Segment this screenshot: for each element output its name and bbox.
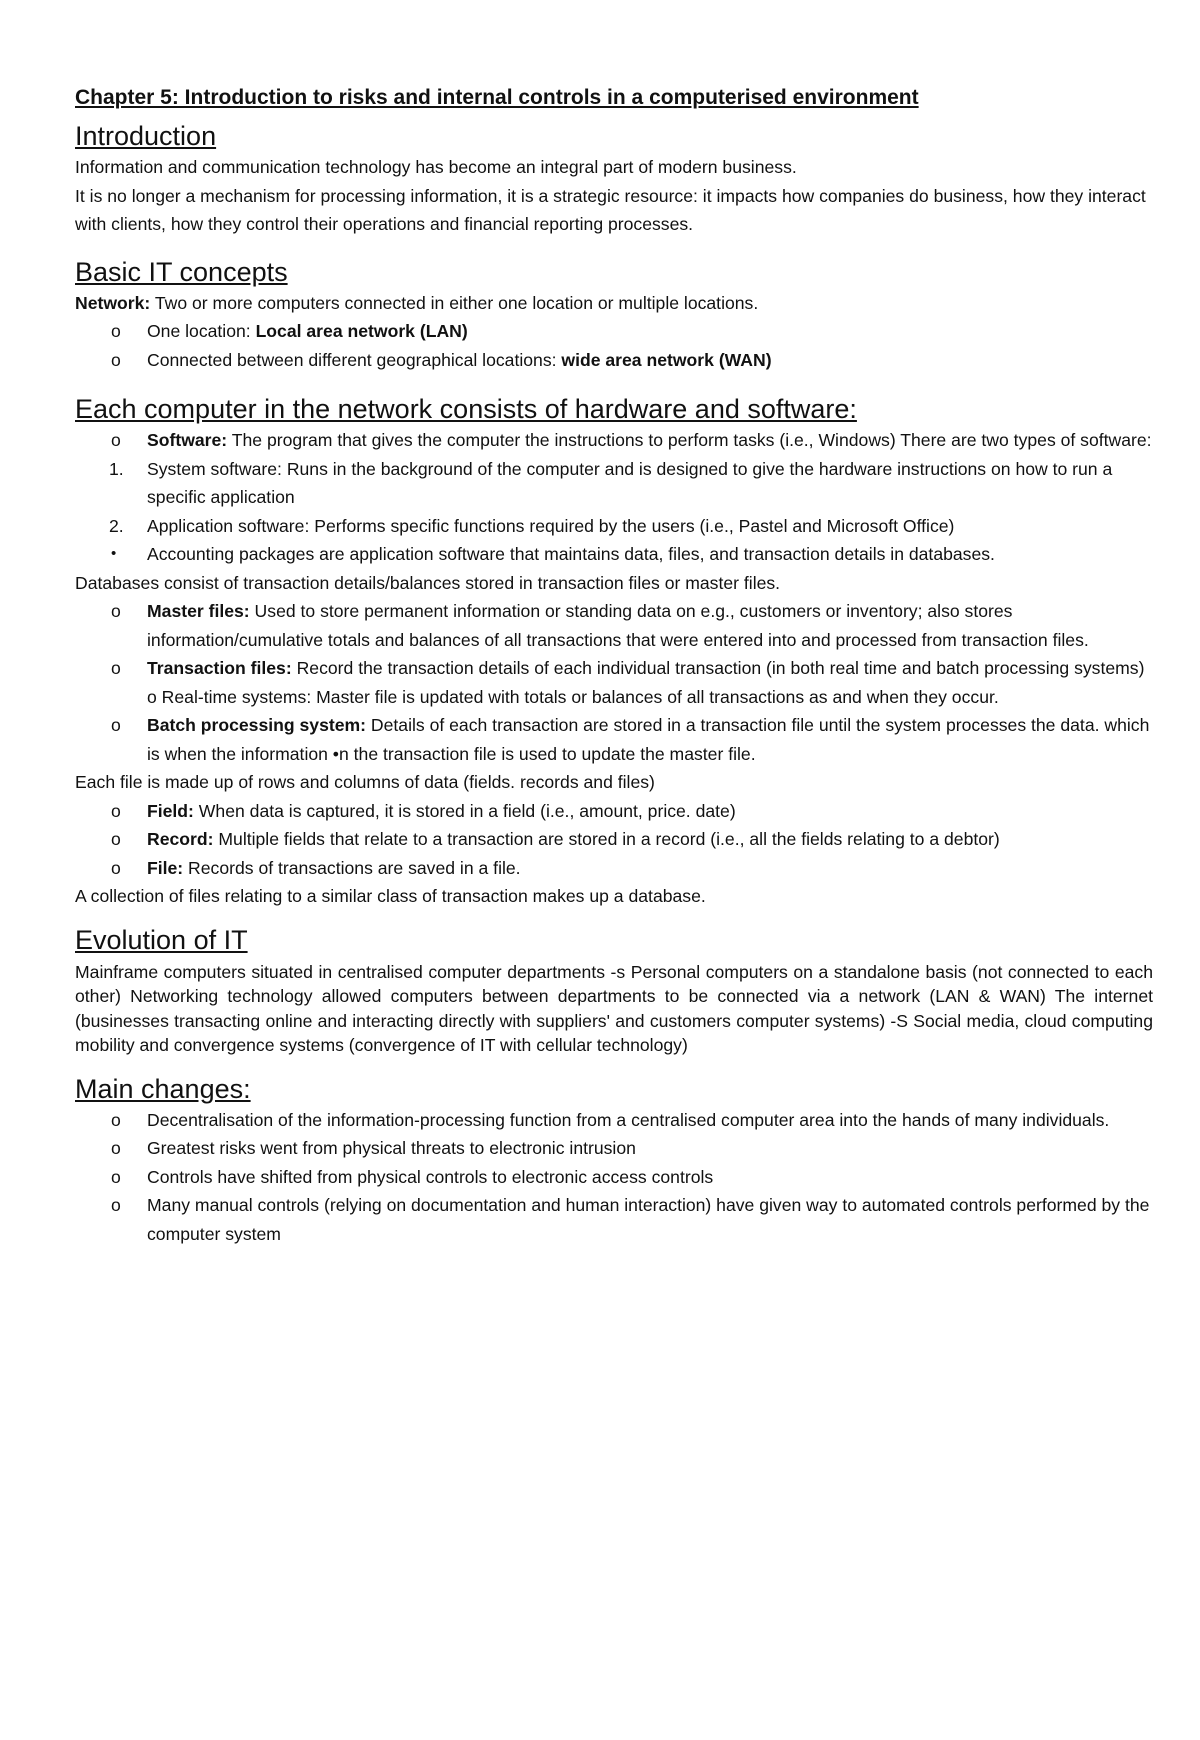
list-item-wan [75, 346, 1153, 375]
transaction-files-text: Record the transaction details of each individual transaction (in both real time and batch processing systems) o Real-time systems: Master file is updated with totals or balances of all transactions as and when they occur. [147, 658, 1145, 707]
each-file-line: Each file is made up of rows and columns of data (fields. records and files) [75, 772, 655, 792]
list-marker: o [111, 349, 121, 370]
list-marker: o [111, 601, 121, 621]
numbered-item-system-software [75, 455, 1153, 512]
transaction-files-label: Transaction files: [147, 658, 292, 678]
numbered-item-application-software [75, 512, 1153, 541]
list-item-transaction-files [75, 654, 1153, 711]
field-text: When data is captured, it is stored in a field (i.e., amount, price. date) [193, 800, 736, 821]
list-item-master-files [75, 597, 1153, 654]
master-files-text: Used to store permanent information or standing data on e.g., customers or inventory; also stores information/cumulative totals and balances of all transactions that were entered into and processed from transaction files. [147, 601, 1089, 650]
file-label: File: [147, 857, 184, 878]
list-marker: o [111, 857, 121, 878]
heading-main-changes: Main changes: [75, 1073, 251, 1104]
chapter-title: Chapter 5: Introduction to risks and internal controls in a computerised environment [75, 86, 919, 109]
list-marker: o [111, 1109, 121, 1130]
intro-paragraph-2: It is no longer a mechanism for processing information, it is a strategic resource: it impacts how companies do business, how they interact with clients, how they control their operations and financial reporting processes. [75, 185, 1146, 234]
list-item-file [75, 854, 1153, 883]
list-item-change-2 [75, 1134, 1153, 1163]
network-text: Two or more computers connected in either one location or multiple locations. [150, 292, 759, 313]
databases-line: Databases consist of transaction details/balances stored in transaction files or master files. [75, 572, 781, 593]
change-text: Decentralisation of the information-processing function from a centralised computer area into the hands of many individuals. [147, 1109, 1110, 1130]
list-marker: o [111, 430, 121, 450]
record-text: Multiple fields that relate to a transaction are stored in a record (i.e., all the fields relating to a debtor) [213, 829, 1000, 849]
collection-line: A collection of files relating to a similar class of transaction makes up a database. [75, 886, 706, 906]
intro-paragraph-1: Information and communication technology has become an integral part of modern business. [75, 157, 797, 177]
batch-processing-label: Batch processing system: [147, 715, 367, 735]
list-marker: o [111, 715, 121, 735]
change-text: Controls have shifted from physical controls to electronic access controls [147, 1166, 714, 1187]
document-content [75, 83, 1153, 1248]
master-files-label: Master files: [147, 601, 250, 621]
network-definition [75, 289, 1153, 318]
number-marker: 2. [109, 515, 124, 536]
heading-evolution-of-it: Evolution of IT [75, 924, 248, 955]
list-marker: o [111, 829, 121, 849]
list-item-record [75, 825, 1153, 854]
number-marker: 1. [109, 458, 124, 479]
field-label: Field: [147, 800, 194, 821]
heading-introduction: Introduction [75, 121, 217, 151]
list-item-change-1 [75, 1106, 1153, 1135]
bullet-item-accounting-packages [75, 540, 1153, 569]
list-marker: o [111, 321, 121, 341]
list-item-lan [75, 317, 1153, 346]
lan-bold: Local area network (LAN) [255, 321, 468, 341]
application-software-text: Application software: Performs specific functions required by the users (i.e., Pastel and Microsoft Office) [147, 515, 955, 536]
software-label: Software: [147, 430, 228, 450]
change-text: Greatest risks went from physical threats to electronic intrusion [147, 1138, 636, 1158]
software-text: The program that gives the computer the instructions to perform tasks (i.e., Windows) There are two types of software: [227, 430, 1152, 450]
list-marker: o [111, 658, 121, 678]
change-text: Many manual controls (relying on documentation and human interaction) have given way to automated controls performed by the computer system [147, 1195, 1150, 1244]
system-software-text: System software: Runs in the background of the computer and is designed to give the hardware instructions on how to run a specific application [147, 458, 1113, 507]
batch-processing-text: Details of each transaction are stored in a transaction file until the system processes the data. which is when the information •n the transaction file is used to update the master file. [147, 715, 1150, 764]
list-item-software [75, 426, 1153, 455]
list-marker: o [111, 1138, 121, 1158]
lan-text: One location: [147, 321, 256, 341]
bullet-marker: • [111, 545, 117, 562]
wan-text: Connected between different geographical locations: [147, 349, 562, 370]
list-item-batch-processing [75, 711, 1153, 768]
record-label: Record: [147, 829, 214, 849]
file-text: Records of transactions are saved in a file. [183, 857, 521, 878]
evolution-paragraph: Mainframe computers situated in centralised computer departments -s Personal computers on a standalone basis (not connected to each other) Networking technology allowed computers between departments to be connected via a network (LAN & WAN) The internet (businesses transacting online and interacting directly with suppliers' and customers computer systems) -S Social media, cloud computing mobility and convergence systems (convergence of IT with cellular technology) [75, 961, 1153, 1055]
list-marker: o [111, 1166, 121, 1187]
list-marker: o [111, 800, 121, 821]
list-item-field [75, 797, 1153, 826]
heading-basic-it-concepts: Basic IT concepts [75, 256, 288, 287]
network-label: Network: [75, 292, 151, 313]
list-item-change-4 [75, 1191, 1153, 1248]
list-item-change-3 [75, 1163, 1153, 1192]
heading-hardware-software: Each computer in the network consists of hardware and software: [75, 394, 857, 424]
wan-bold: wide area network (WAN) [561, 349, 772, 370]
list-marker: o [111, 1195, 121, 1215]
accounting-packages-text: Accounting packages are application software that maintains data, files, and transaction details in databases. [147, 544, 995, 564]
